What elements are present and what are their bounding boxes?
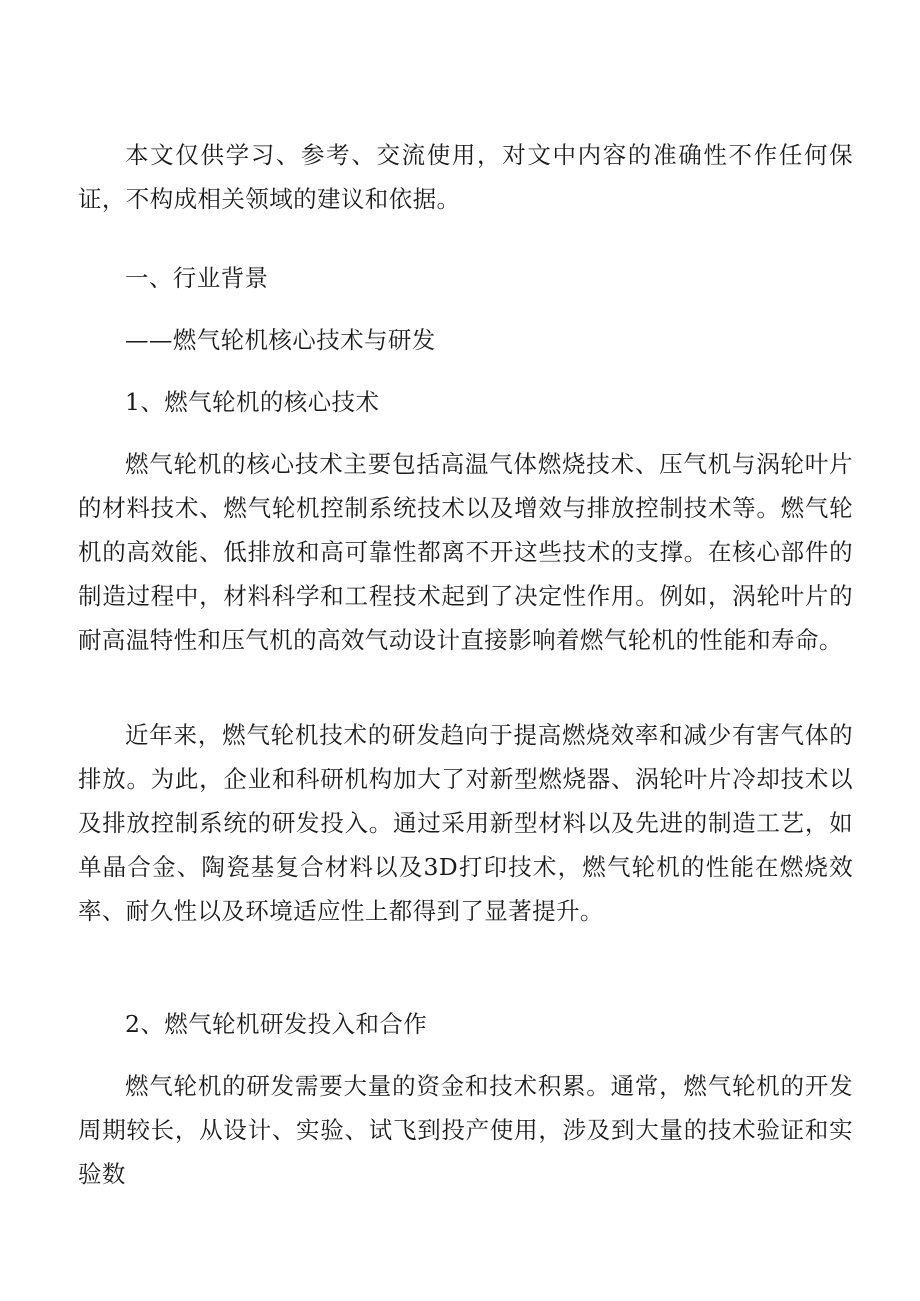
- body-paragraph-2: 近年来，燃气轮机技术的研发趋向于提高燃烧效率和减少有害气体的排放。为此，企业和科研机构加大了对新型燃烧器、涡轮叶片冷却技术以及排放控制系统的研发投入。通过采用新型材料以及先进的制造工艺，如单晶合金、陶瓷基复合材料以及3D打印技术，燃气轮机的性能在燃烧效率、耐久性以及环境适应性上都得到了显著提升。: [78, 721, 853, 925]
- subsection-heading-1: 1、燃气轮机的核心技术: [125, 388, 380, 416]
- subsection-heading-2: 2、燃气轮机研发投入和合作: [125, 1010, 428, 1038]
- subtitle: ——燃气轮机核心技术与研发: [125, 326, 436, 354]
- body-paragraph-1: 燃气轮机的核心技术主要包括高温气体燃烧技术、压气机与涡轮叶片的材料技术、燃气轮机控制系统技术以及增效与排放控制技术等。燃气轮机的高效能、低排放和高可靠性都离不开这些技术的支撑。在核心部件的制造过程中，材料科学和工程技术起到了决定性作用。例如，涡轮叶片的耐高温特性和压气机的高效气动设计直接影响着燃气轮机的性能和寿命。: [78, 450, 853, 654]
- section-heading: 一、行业背景: [125, 264, 269, 292]
- body-paragraph-3: 燃气轮机的研发需要大量的资金和技术积累。通常，燃气轮机的开发周期较长，从设计、实验、试飞到投产使用，涉及到大量的技术验证和实验数: [78, 1072, 853, 1188]
- disclaimer-paragraph: 本文仅供学习、参考、交流使用，对文中内容的准确性不作任何保证，不构成相关领域的建议和依据。: [78, 141, 853, 213]
